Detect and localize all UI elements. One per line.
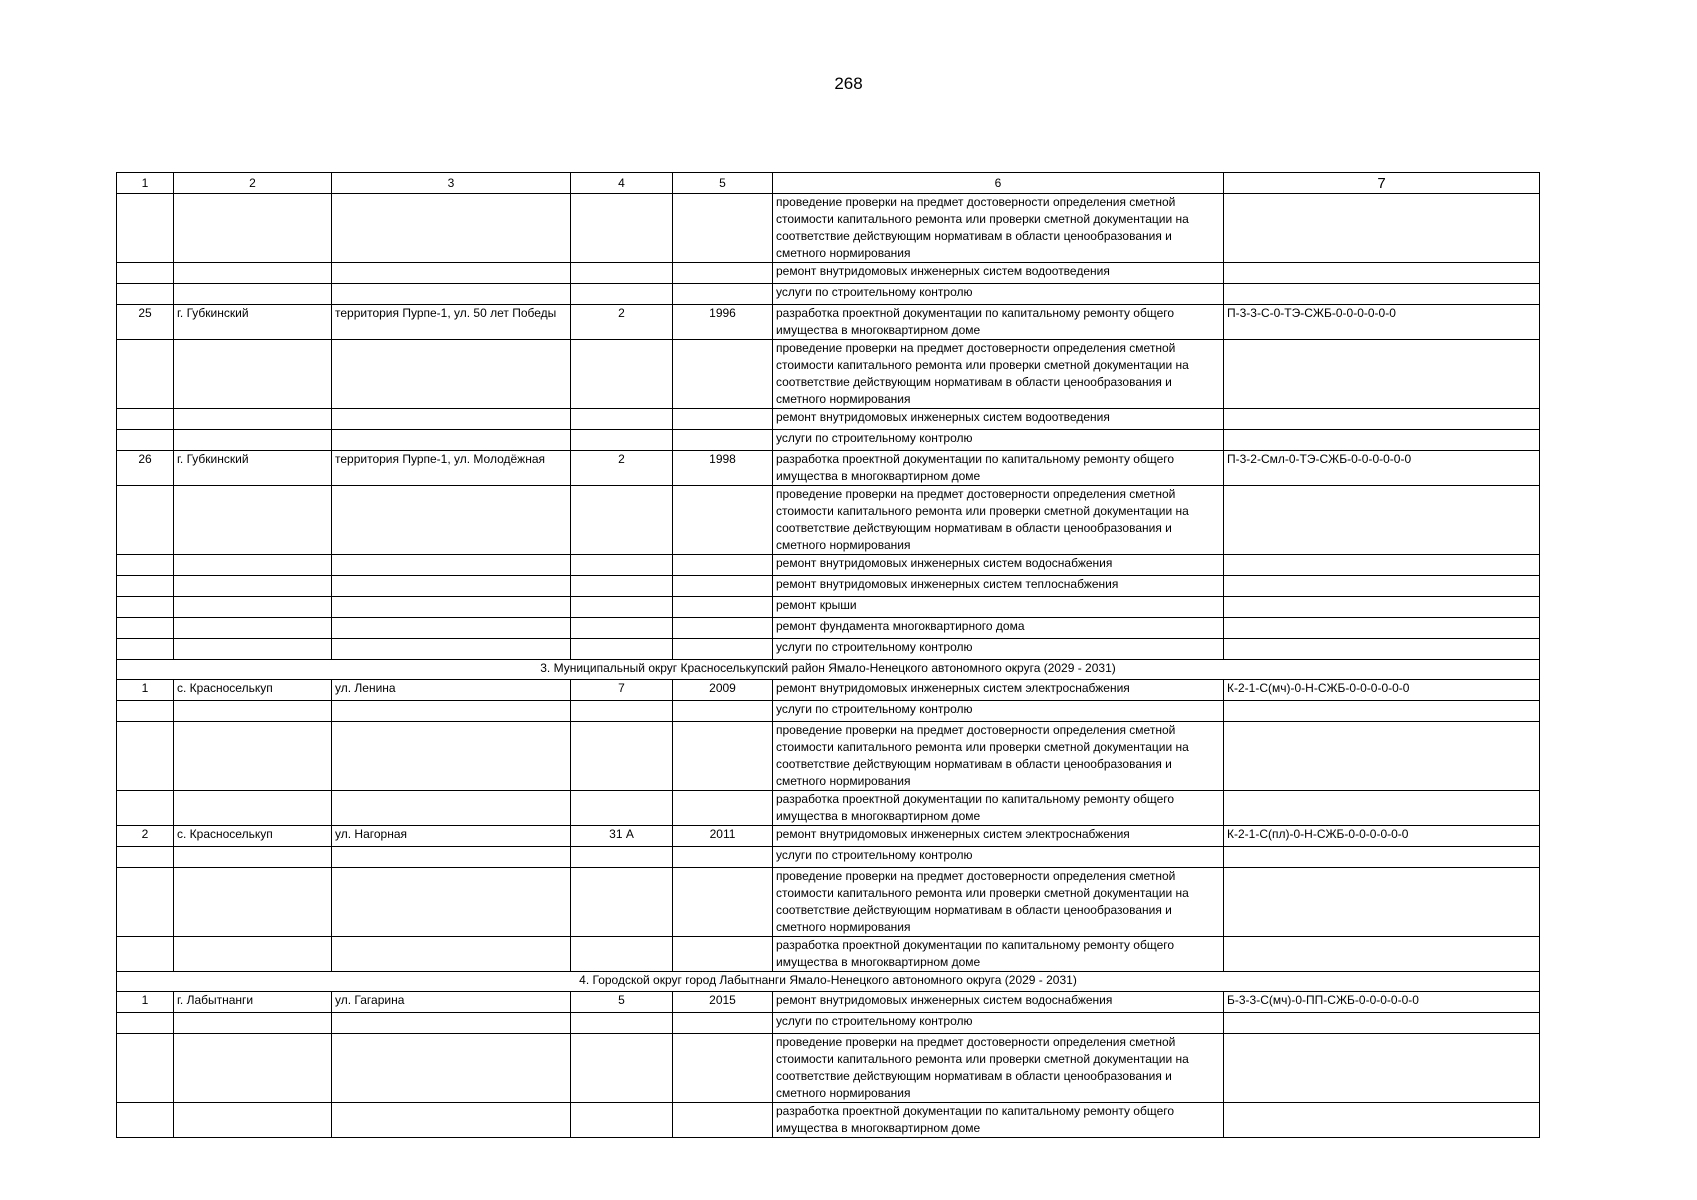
table-row (117, 722, 1540, 791)
settlement-cell (174, 937, 332, 972)
column-number: 6 (773, 173, 1224, 194)
address-cell (332, 263, 571, 284)
address-cell: ул. Нагорная (332, 826, 571, 847)
table-row (117, 680, 1540, 701)
house-number-cell (571, 194, 673, 263)
settlement-cell (174, 340, 332, 409)
address-cell (332, 1013, 571, 1034)
settlement-cell (174, 791, 332, 826)
row-number-cell (117, 194, 174, 263)
settlement-cell (174, 194, 332, 263)
year-cell (673, 937, 773, 972)
settlement-cell (174, 868, 332, 937)
settlement-cell (174, 618, 332, 639)
table-row (117, 430, 1540, 451)
section-title: 4. Городской округ город Лабытнанги Ямало-Ненецкого автономного округа (2029 - 2031) (117, 972, 1540, 992)
code-cell (1224, 194, 1540, 263)
code-cell (1224, 722, 1540, 791)
table-row (117, 597, 1540, 618)
section-title: 3. Муниципальный округ Красноселькупский район Ямало-Ненецкого автономного округа (2029 - 2031) (117, 660, 1540, 680)
settlement-cell (174, 486, 332, 555)
code-cell (1224, 284, 1540, 305)
row-number-cell (117, 486, 174, 555)
address-cell (332, 340, 571, 409)
house-number-cell (571, 486, 673, 555)
row-number-cell (117, 1013, 174, 1034)
house-number-cell (571, 722, 673, 791)
settlement-cell (174, 1103, 332, 1138)
row-number-cell (117, 263, 174, 284)
address-cell (332, 597, 571, 618)
row-number-cell (117, 576, 174, 597)
code-cell: К-2-1-С(пл)-0-Н-СЖБ-0-0-0-0-0-0 (1224, 826, 1540, 847)
work-type-cell: услуги по строительному контролю (773, 847, 1224, 868)
column-number: 4 (571, 173, 673, 194)
row-number-cell (117, 722, 174, 791)
work-type-cell: ремонт внутридомовых инженерных систем теплоснабжения (773, 576, 1224, 597)
house-number-cell (571, 1103, 673, 1138)
address-cell (332, 722, 571, 791)
row-number-cell (117, 701, 174, 722)
year-cell (673, 409, 773, 430)
row-number-cell (117, 409, 174, 430)
house-number-cell (571, 409, 673, 430)
address-cell (332, 284, 571, 305)
year-cell (673, 639, 773, 660)
house-number-cell: 2 (571, 451, 673, 486)
row-number-cell (117, 937, 174, 972)
code-cell (1224, 555, 1540, 576)
row-number-cell: 1 (117, 680, 174, 701)
code-cell: К-2-1-С(мч)-0-Н-СЖБ-0-0-0-0-0-0 (1224, 680, 1540, 701)
work-type-cell: ремонт внутридомовых инженерных систем водоснабжения (773, 992, 1224, 1013)
table-row (117, 701, 1540, 722)
work-type-cell: проведение проверки на предмет достоверности определения сметной стоимости капитального ремонта или проверки сметной документации на соответствие действующим нормативам в области ценообразования и сметного нормирования (773, 722, 1224, 791)
code-cell (1224, 340, 1540, 409)
code-cell (1224, 1013, 1540, 1034)
settlement-cell: с. Красноселькуп (174, 826, 332, 847)
table-row (117, 263, 1540, 284)
section-header-row (117, 972, 1540, 992)
house-number-cell: 7 (571, 680, 673, 701)
year-cell (673, 868, 773, 937)
settlement-cell: г. Губкинский (174, 305, 332, 340)
table-row (117, 1034, 1540, 1103)
settlement-cell (174, 1034, 332, 1103)
settlement-cell (174, 430, 332, 451)
house-number-cell: 31 А (571, 826, 673, 847)
code-cell (1224, 1103, 1540, 1138)
code-cell (1224, 486, 1540, 555)
address-cell (332, 194, 571, 263)
settlement-cell (174, 639, 332, 660)
row-number-cell (117, 791, 174, 826)
address-cell (332, 1034, 571, 1103)
year-cell (673, 722, 773, 791)
work-type-cell: разработка проектной документации по капитальному ремонту общего имущества в многоквартирном доме (773, 791, 1224, 826)
row-number-cell (117, 597, 174, 618)
address-cell (332, 639, 571, 660)
work-type-cell: услуги по строительному контролю (773, 1013, 1224, 1034)
year-cell: 1998 (673, 451, 773, 486)
house-number-cell: 2 (571, 305, 673, 340)
work-type-cell: ремонт внутридомовых инженерных систем водоснабжения (773, 555, 1224, 576)
house-number-cell (571, 701, 673, 722)
address-cell (332, 486, 571, 555)
table-row (117, 409, 1540, 430)
house-number-cell (571, 937, 673, 972)
column-number: 7 (1224, 173, 1540, 194)
year-cell (673, 1013, 773, 1034)
year-cell (673, 576, 773, 597)
address-cell: территория Пурпе-1, ул. 50 лет Победы (332, 305, 571, 340)
code-cell (1224, 937, 1540, 972)
year-cell (673, 555, 773, 576)
code-cell (1224, 639, 1540, 660)
row-number-cell: 2 (117, 826, 174, 847)
year-cell (673, 263, 773, 284)
code-cell (1224, 868, 1540, 937)
work-type-cell: проведение проверки на предмет достоверности определения сметной стоимости капитального ремонта или проверки сметной документации на соответствие действующим нормативам в области ценообразования и сметного нормирования (773, 194, 1224, 263)
row-number-cell (117, 639, 174, 660)
table-row (117, 1103, 1540, 1138)
address-cell: территория Пурпе-1, ул. Молодёжная (332, 451, 571, 486)
house-number-cell: 5 (571, 992, 673, 1013)
table-row (117, 284, 1540, 305)
settlement-cell (174, 284, 332, 305)
house-number-cell (571, 791, 673, 826)
address-cell (332, 847, 571, 868)
year-cell (673, 1103, 773, 1138)
settlement-cell (174, 555, 332, 576)
settlement-cell (174, 701, 332, 722)
settlement-cell (174, 263, 332, 284)
house-number-cell (571, 1034, 673, 1103)
year-cell: 1996 (673, 305, 773, 340)
settlement-cell: с. Красноселькуп (174, 680, 332, 701)
settlement-cell: г. Губкинский (174, 451, 332, 486)
table-row (117, 451, 1540, 486)
code-cell (1224, 847, 1540, 868)
house-number-cell (571, 576, 673, 597)
table-body (117, 173, 1540, 1138)
code-cell (1224, 597, 1540, 618)
code-cell (1224, 1034, 1540, 1103)
code-cell: П-3-2-Смл-0-ТЭ-СЖБ-0-0-0-0-0-0 (1224, 451, 1540, 486)
settlement-cell (174, 409, 332, 430)
table-row (117, 937, 1540, 972)
address-cell: ул. Гагарина (332, 992, 571, 1013)
work-type-cell: ремонт внутридомовых инженерных систем электроснабжения (773, 680, 1224, 701)
settlement-cell (174, 597, 332, 618)
year-cell: 2015 (673, 992, 773, 1013)
settlement-cell (174, 847, 332, 868)
work-type-cell: разработка проектной документации по капитальному ремонту общего имущества в многоквартирном доме (773, 305, 1224, 340)
column-number: 5 (673, 173, 773, 194)
year-cell (673, 701, 773, 722)
section-header-row (117, 660, 1540, 680)
year-cell (673, 1034, 773, 1103)
work-type-cell: разработка проектной документации по капитальному ремонту общего имущества в многоквартирном доме (773, 937, 1224, 972)
work-type-cell: ремонт внутридомовых инженерных систем водоотведения (773, 409, 1224, 430)
house-number-cell (571, 430, 673, 451)
house-number-cell (571, 263, 673, 284)
house-number-cell (571, 1013, 673, 1034)
settlement-cell (174, 576, 332, 597)
column-number: 2 (174, 173, 332, 194)
work-type-cell: разработка проектной документации по капитальному ремонту общего имущества в многоквартирном доме (773, 451, 1224, 486)
work-type-cell: услуги по строительному контролю (773, 430, 1224, 451)
house-number-cell (571, 618, 673, 639)
page-number: 268 (834, 74, 863, 93)
repair-program-table (116, 172, 1540, 1138)
table-row (117, 847, 1540, 868)
address-cell (332, 430, 571, 451)
row-number-cell (117, 618, 174, 639)
row-number-cell: 26 (117, 451, 174, 486)
year-cell (673, 194, 773, 263)
table-row (117, 992, 1540, 1013)
column-number-row (117, 173, 1540, 194)
code-cell: Б-3-3-С(мч)-0-ПП-СЖБ-0-0-0-0-0-0 (1224, 992, 1540, 1013)
house-number-cell (571, 639, 673, 660)
address-cell (332, 868, 571, 937)
table-row (117, 555, 1540, 576)
table-row (117, 340, 1540, 409)
year-cell (673, 791, 773, 826)
table-row (117, 826, 1540, 847)
work-type-cell: проведение проверки на предмет достоверности определения сметной стоимости капитального ремонта или проверки сметной документации на соответствие действующим нормативам в области ценообразования и сметного нормирования (773, 1034, 1224, 1103)
address-cell (332, 555, 571, 576)
work-type-cell: ремонт фундамента многоквартирного дома (773, 618, 1224, 639)
year-cell (673, 340, 773, 409)
table-row (117, 486, 1540, 555)
row-number-cell (117, 284, 174, 305)
table-row (117, 305, 1540, 340)
row-number-cell (117, 1103, 174, 1138)
code-cell (1224, 430, 1540, 451)
row-number-cell: 1 (117, 992, 174, 1013)
row-number-cell (117, 1034, 174, 1103)
house-number-cell (571, 284, 673, 305)
table-row (117, 868, 1540, 937)
work-type-cell: услуги по строительному контролю (773, 639, 1224, 660)
address-cell: ул. Ленина (332, 680, 571, 701)
work-type-cell: проведение проверки на предмет достоверности определения сметной стоимости капитального ремонта или проверки сметной документации на соответствие действующим нормативам в области ценообразования и сметного нормирования (773, 486, 1224, 555)
table-row (117, 618, 1540, 639)
work-type-cell: проведение проверки на предмет достоверности определения сметной стоимости капитального ремонта или проверки сметной документации на соответствие действующим нормативам в области ценообразования и сметного нормирования (773, 868, 1224, 937)
house-number-cell (571, 597, 673, 618)
work-type-cell: проведение проверки на предмет достоверности определения сметной стоимости капитального ремонта или проверки сметной документации на соответствие действующим нормативам в области ценообразования и сметного нормирования (773, 340, 1224, 409)
year-cell (673, 486, 773, 555)
code-cell (1224, 576, 1540, 597)
address-cell (332, 1103, 571, 1138)
work-type-cell: услуги по строительному контролю (773, 701, 1224, 722)
work-type-cell: ремонт внутридомовых инженерных систем электроснабжения (773, 826, 1224, 847)
year-cell (673, 284, 773, 305)
work-type-cell: разработка проектной документации по капитальному ремонту общего имущества в многоквартирном доме (773, 1103, 1224, 1138)
code-cell (1224, 791, 1540, 826)
work-type-cell: услуги по строительному контролю (773, 284, 1224, 305)
year-cell (673, 847, 773, 868)
code-cell (1224, 618, 1540, 639)
address-cell (332, 576, 571, 597)
work-type-cell: ремонт внутридомовых инженерных систем водоотведения (773, 263, 1224, 284)
year-cell: 2009 (673, 680, 773, 701)
year-cell (673, 618, 773, 639)
year-cell (673, 597, 773, 618)
house-number-cell (571, 847, 673, 868)
row-number-cell: 25 (117, 305, 174, 340)
code-cell (1224, 701, 1540, 722)
column-number: 3 (332, 173, 571, 194)
row-number-cell (117, 868, 174, 937)
house-number-cell (571, 868, 673, 937)
settlement-cell: г. Лабытнанги (174, 992, 332, 1013)
table-row (117, 1013, 1540, 1034)
house-number-cell (571, 340, 673, 409)
row-number-cell (117, 555, 174, 576)
address-cell (332, 409, 571, 430)
table-row (117, 576, 1540, 597)
settlement-cell (174, 722, 332, 791)
table-row (117, 639, 1540, 660)
column-number: 1 (117, 173, 174, 194)
year-cell: 2011 (673, 826, 773, 847)
address-cell (332, 937, 571, 972)
address-cell (332, 791, 571, 826)
work-type-cell: ремонт крыши (773, 597, 1224, 618)
house-number-cell (571, 555, 673, 576)
year-cell (673, 430, 773, 451)
row-number-cell (117, 430, 174, 451)
code-cell (1224, 263, 1540, 284)
address-cell (332, 618, 571, 639)
code-cell (1224, 409, 1540, 430)
table-row (117, 194, 1540, 263)
row-number-cell (117, 847, 174, 868)
settlement-cell (174, 1013, 332, 1034)
table-row (117, 791, 1540, 826)
address-cell (332, 701, 571, 722)
code-cell: П-3-3-С-0-ТЭ-СЖБ-0-0-0-0-0-0 (1224, 305, 1540, 340)
row-number-cell (117, 340, 174, 409)
